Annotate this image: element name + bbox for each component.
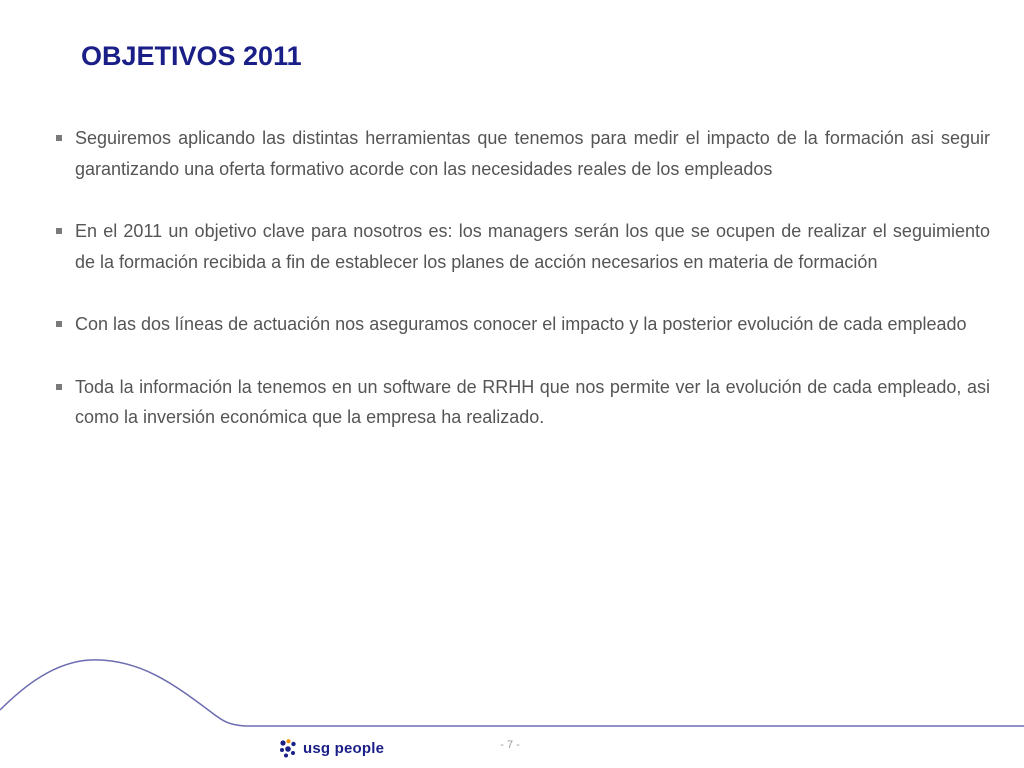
bullet-text: Con las dos líneas de actuación nos aseguramos conocer el impacto y la posterior evolución de cada empleado — [75, 314, 967, 334]
square-bullet-icon — [56, 321, 62, 327]
bullet-item — [75, 216, 990, 277]
logo-wordmark: usg people — [303, 739, 385, 757]
bullet-text: En el 2011 un objetivo clave para nosotros es: los managers serán los que se ocupen de realizar el seguimiento de la formación recibida a fin de establecer los planes de acción necesarios en materia de formación — [75, 221, 990, 272]
bullet-list — [75, 123, 990, 465]
usg-people-logo-icon — [278, 738, 298, 758]
bullet-item — [75, 309, 990, 340]
slide-title: OBJETIVOS 2011 — [81, 41, 302, 71]
square-bullet-icon — [56, 135, 62, 141]
square-bullet-icon — [56, 228, 62, 234]
bullet-item — [75, 372, 990, 433]
square-bullet-icon — [56, 384, 62, 390]
page-number: - 7 - — [500, 739, 520, 751]
bullet-text: Toda la información la tenemos en un software de RRHH que nos permite ver la evolución de cada empleado, asi como la inversión económica que la empresa ha realizado. — [75, 376, 990, 427]
bullet-item — [75, 123, 990, 184]
bullet-text: Seguiremos aplicando las distintas herramientas que tenemos para medir el impacto de la formación asi seguir garantizando una oferta formativo acorde con las necesidades reales de los empleados — [75, 128, 990, 179]
company-logo — [278, 737, 384, 759]
footer-wave-decoration — [0, 640, 1024, 740]
